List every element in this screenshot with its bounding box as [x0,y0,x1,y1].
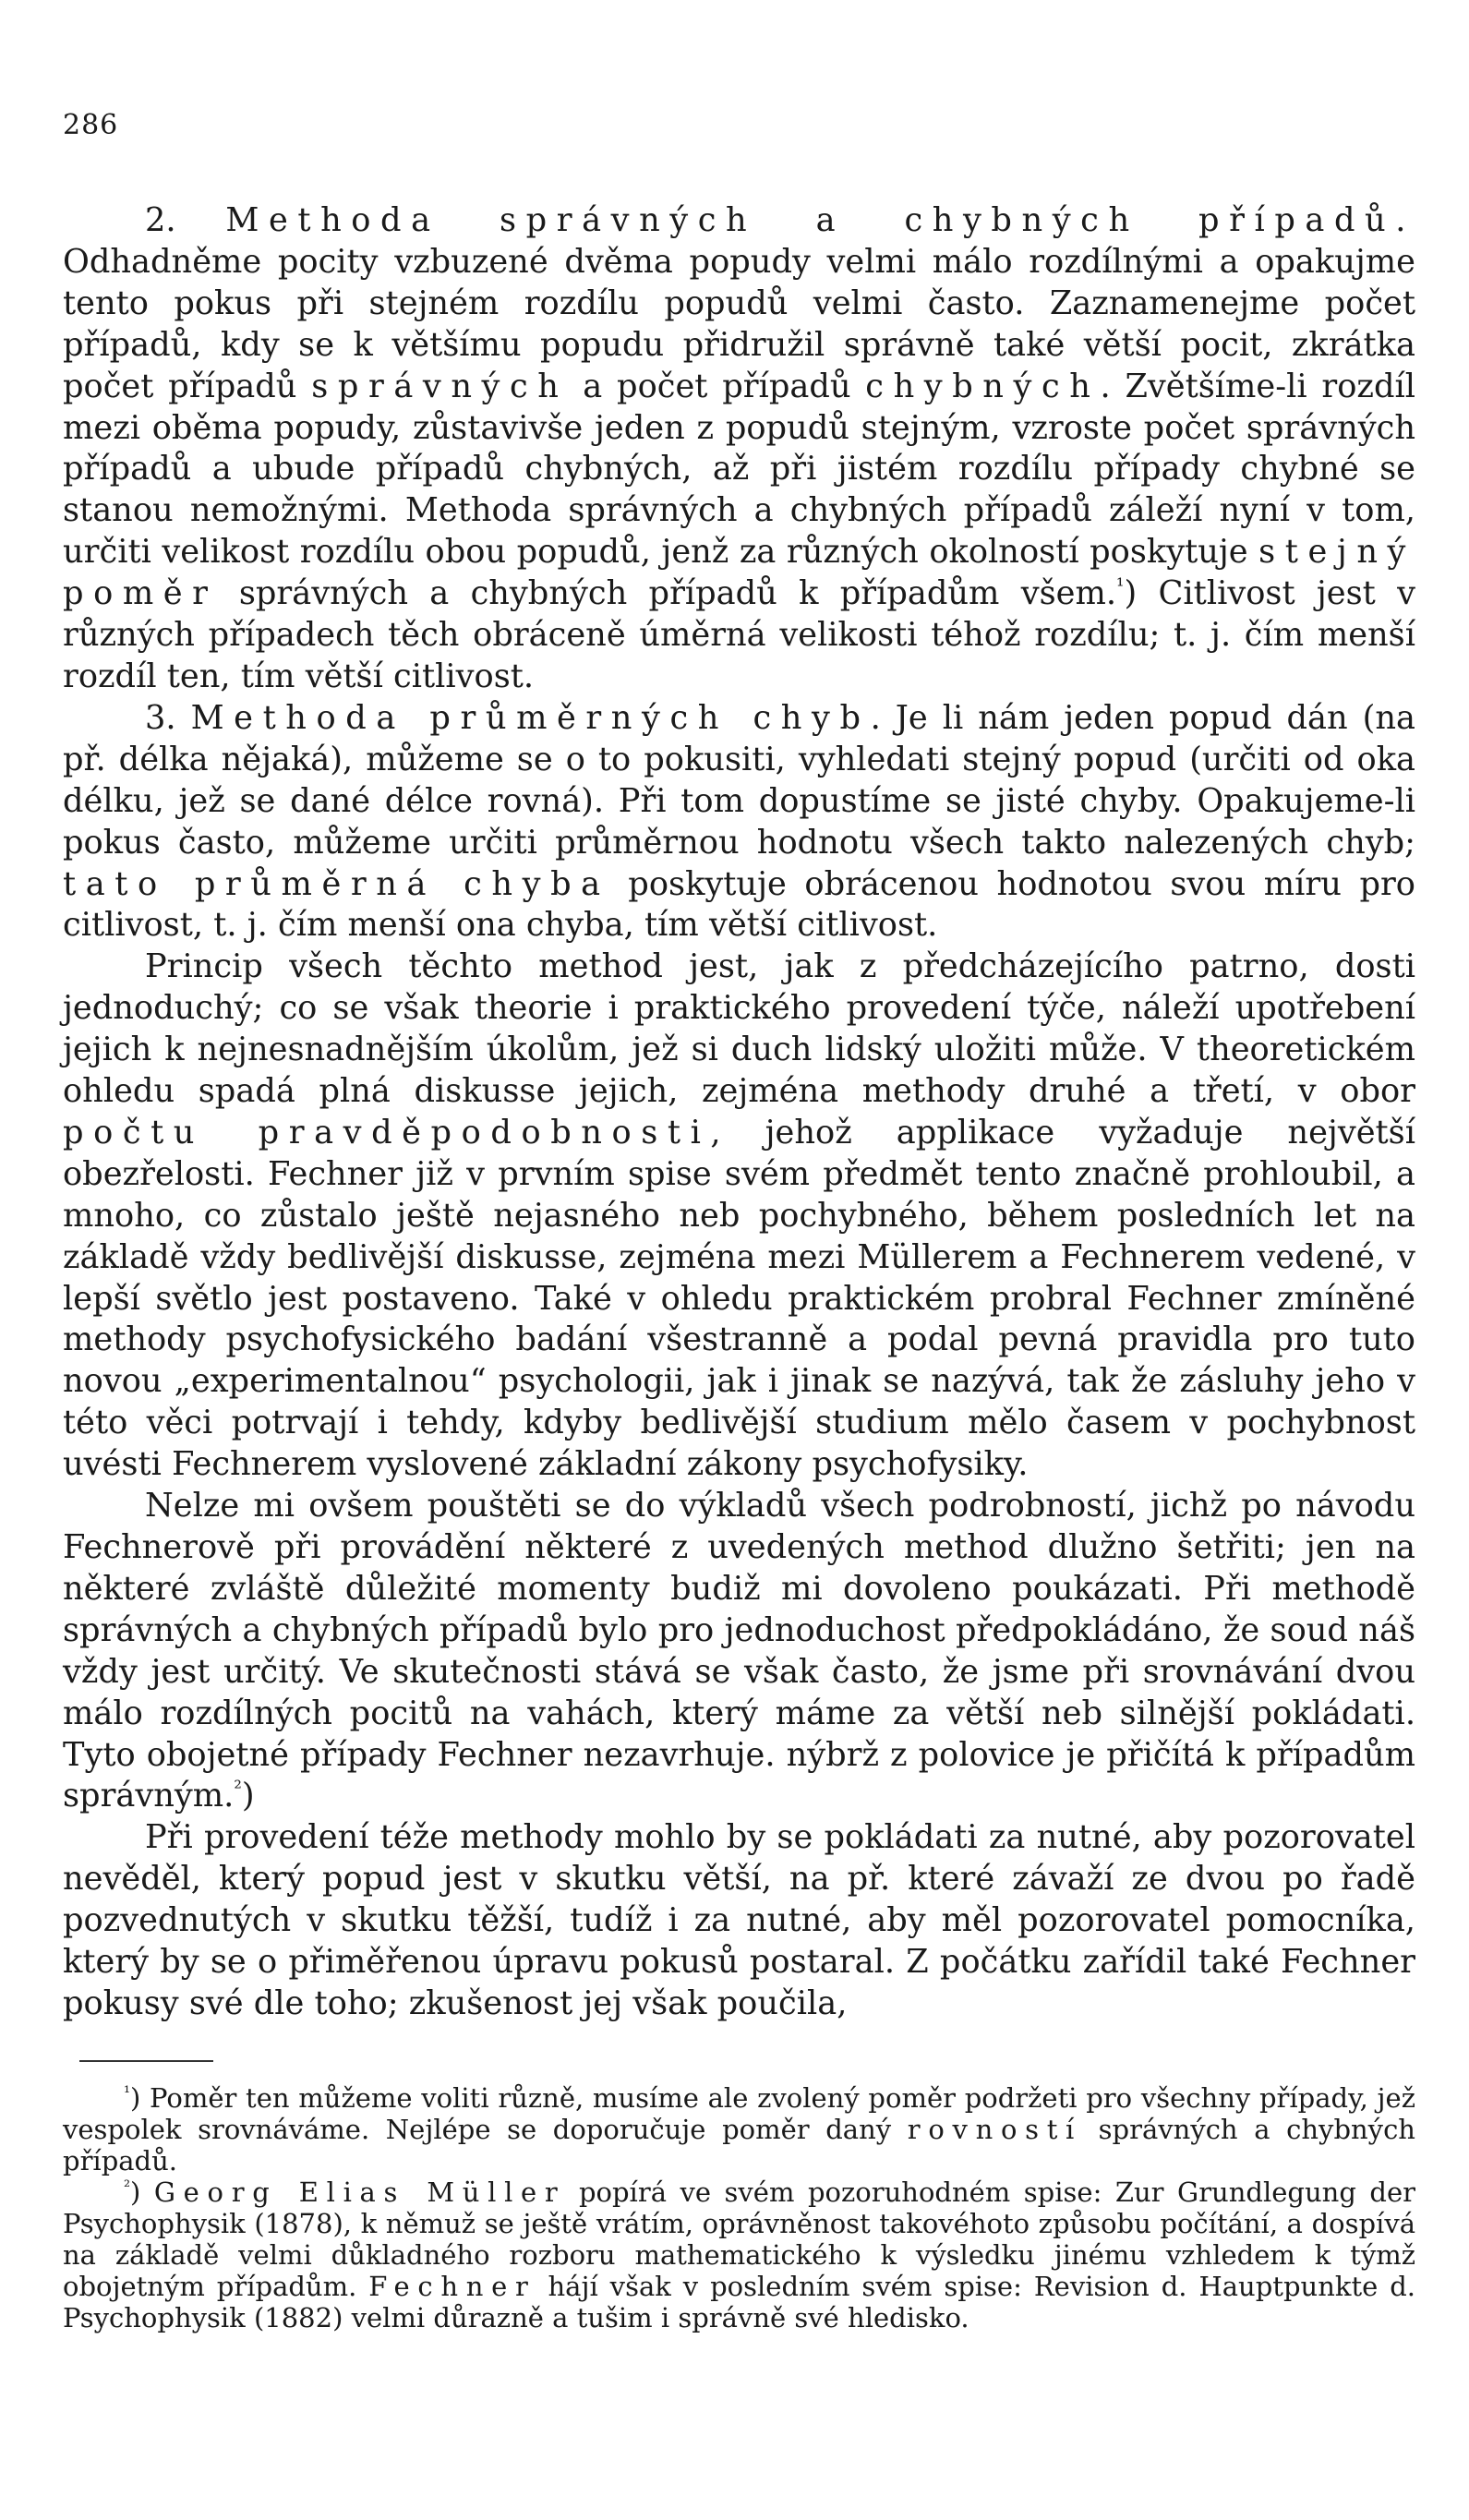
text-run: ) [129,2176,154,2208]
footnote-marker: ² [234,1776,242,1800]
page-number: 286 [63,109,119,141]
paragraph [63,1486,1415,1817]
text-run: správných a chybných případů. [63,2113,1415,2176]
emphasized-text: Fechner [368,2270,536,2302]
emphasized-text: Methoda průměrných chyb [190,698,871,737]
text-run: Princip všech těchto method jest, jak z předcházejícího patrno, dosti jednoduchý; co se však theorie i praktického provedení týče, náleží upotřebení jejich k nejnesnadnějším úkolům, jež si duch lidský uložiti může. V theoretickém ohledu spadá plná diskusse jejich, zejména methody druhé a třetí, v obor [63,947,1415,1111]
text-run: Odhadněme pocity vzbuzené dvěma popudy velmi málo rozdílnými a opakujme tento pokus při stejném rozdílu popudů velmi často. Zaznamenejme počet případů, kdy se k většímu popudu přidružil správně také větší pocit, zkrátka počet případů [63,242,1415,405]
text-run: popírá ve svém pozoruhodném spise: Zur Grundlegung der Psychophysik (1878), k němuž se ještě vrátím, oprávněnost takovéhoto způsobu počítání, a dospívá na základě velmi důkladného rozboru mathematického k výsledku jinému vzhledem k týmž obojetným případům. [63,2176,1415,2302]
emphasized-text: Methoda správných a chybných případů. [225,201,1415,239]
emphasized-text: Georg Elias Müller [153,2176,566,2208]
footnote-marker: ² [124,2177,130,2197]
text-run: 3. [145,698,191,737]
paragraph [63,698,1415,947]
text-run: ) [241,1777,255,1815]
book-page [63,109,1415,2333]
text-run: Nelze mi ovšem pouštěti se do výkladů všech podrobností, jichž po návodu Fechnerově při provádění některé z uvedených method dlužno šetřiti; jen na některé zvláště důležité momenty budiž mi dovoleno poukázati. Při methodě správných a chybných případů bylo pro jednoduchost předpokládáno, že soud náš vždy jest určitý. Ve skutečnosti stává se však často, že jsme při srovnávání dvou málo rozdílných pocitů na vahách, který máme za větší neb silnější pokládati. Tyto obojetné případy Fechner nezavrhuje. nýbrž z polovice je přičítá k případům správným. [63,1487,1415,1815]
text-run: . Je li nám jeden popud dán (na př. délka nějaká), můžeme se o to pokusiti, vyhledati stejný popud (určiti od oka délku, jež se dané délce rovná). Při tom dopustíme se jisté chyby. Opakujeme-li pokus často, můžeme určiti průměrnou hodnotu všech takto nalezených chyb; [63,698,1415,862]
emphasized-text: správných [311,367,569,405]
paragraph [63,947,1415,1486]
emphasized-text: stejný poměr [63,533,1415,613]
footnote-divider [79,2060,213,2062]
text-run: , jehož applikace vyžaduje největší obezřelosti. Fechner již v prvním spise svém předmět tento značně prohloubil, a mnoho, co zůstalo ještě nejasného neb pochybného, během posledních let na základě vždy bedlivější diskusse, zejména mezi Müllerem a Fechnerem vedené, v lepší světlo jest postaveno. Také v ohledu praktickém probral Fechner zmíněné methody psychofysického badání všestranně a podal pevná pravidla pro tuto novou „experimentalnou“ psychologii, jak i jinak se nazývá, tak že zásluhy jeho v této věci potrvají i tehdy, kdyby bedlivější studium mělo časem v pochybnost uvésti Fechnerem vyslovené základní zákony psychofysiky. [63,1113,1415,1484]
text-run: ) Citlivost jest v různých případech těch obráceně úměrná velikosti téhož rozdílu; t. j. čím menší rozdíl ten, tím větší citlivost. [63,574,1415,695]
text-run: a počet případů [568,367,866,405]
text-run: Při provedení téže methody mohlo by se pokládati za nutné, aby pozorovatel nevěděl, který popud jest v skutku větší, na př. které závaží ze dvou po řadě pozvednutých v skutku těžší, tudíž i za nutné, aby měl pozorovatel pomocníka, který by se o přiměřenou úpravu pokusů postaral. Z počátku zařídil také Fechner pokusy své dle toho; zkušenost jej však poučila, [63,1818,1415,2022]
footnote-marker: ¹ [1116,573,1125,597]
footnote-marker: ¹ [124,2083,130,2103]
paragraph [63,200,1415,698]
text-run: hájí však v posledním svém spise: Revision d. Hauptpunkte d. Psychophysik (1882) velmi důrazně a tušim i správně své hledisko. [63,2270,1415,2333]
text-run: správných a chybných případů k případům všem. [217,574,1117,613]
emphasized-text: chybných [865,367,1101,405]
emphasized-text: rovností [907,2113,1083,2145]
text-run: poskytuje obrácenou hodnotou svou míru pro citlivost, t. j. čím menší ona chyba, tím větší citlivost. [63,864,1415,945]
emphasized-text: tato průměrná chyba [63,864,610,903]
paragraph [63,1817,1415,2025]
text-run: 2. [145,201,226,239]
text-run: ) Poměr ten můžeme voliti různě, musíme ale zvolený poměr podržeti pro všechny případy, jež vespolek srovnáváme. Nejlépe se doporučuje poměr daný [63,2081,1415,2145]
emphasized-text: počtu pravděpodobnosti [63,1113,711,1151]
main-text [63,200,1415,2025]
text-run: . Zvětšíme-li rozdíl mezi oběma popudy, zůstavivše jeden z popudů stejným, vzroste počet správných případů a ubude případů chybných, až při jistém rozdílu případy chybné se stanou nemožnými. Methoda správných a chybných případů záleží nyní v tom, určiti velikost rozdílu obou popudů, jenž za různých okolností poskytuje [63,367,1416,572]
footnote [63,2176,1415,2333]
footnotes [63,2082,1415,2333]
footnote [63,2082,1415,2176]
